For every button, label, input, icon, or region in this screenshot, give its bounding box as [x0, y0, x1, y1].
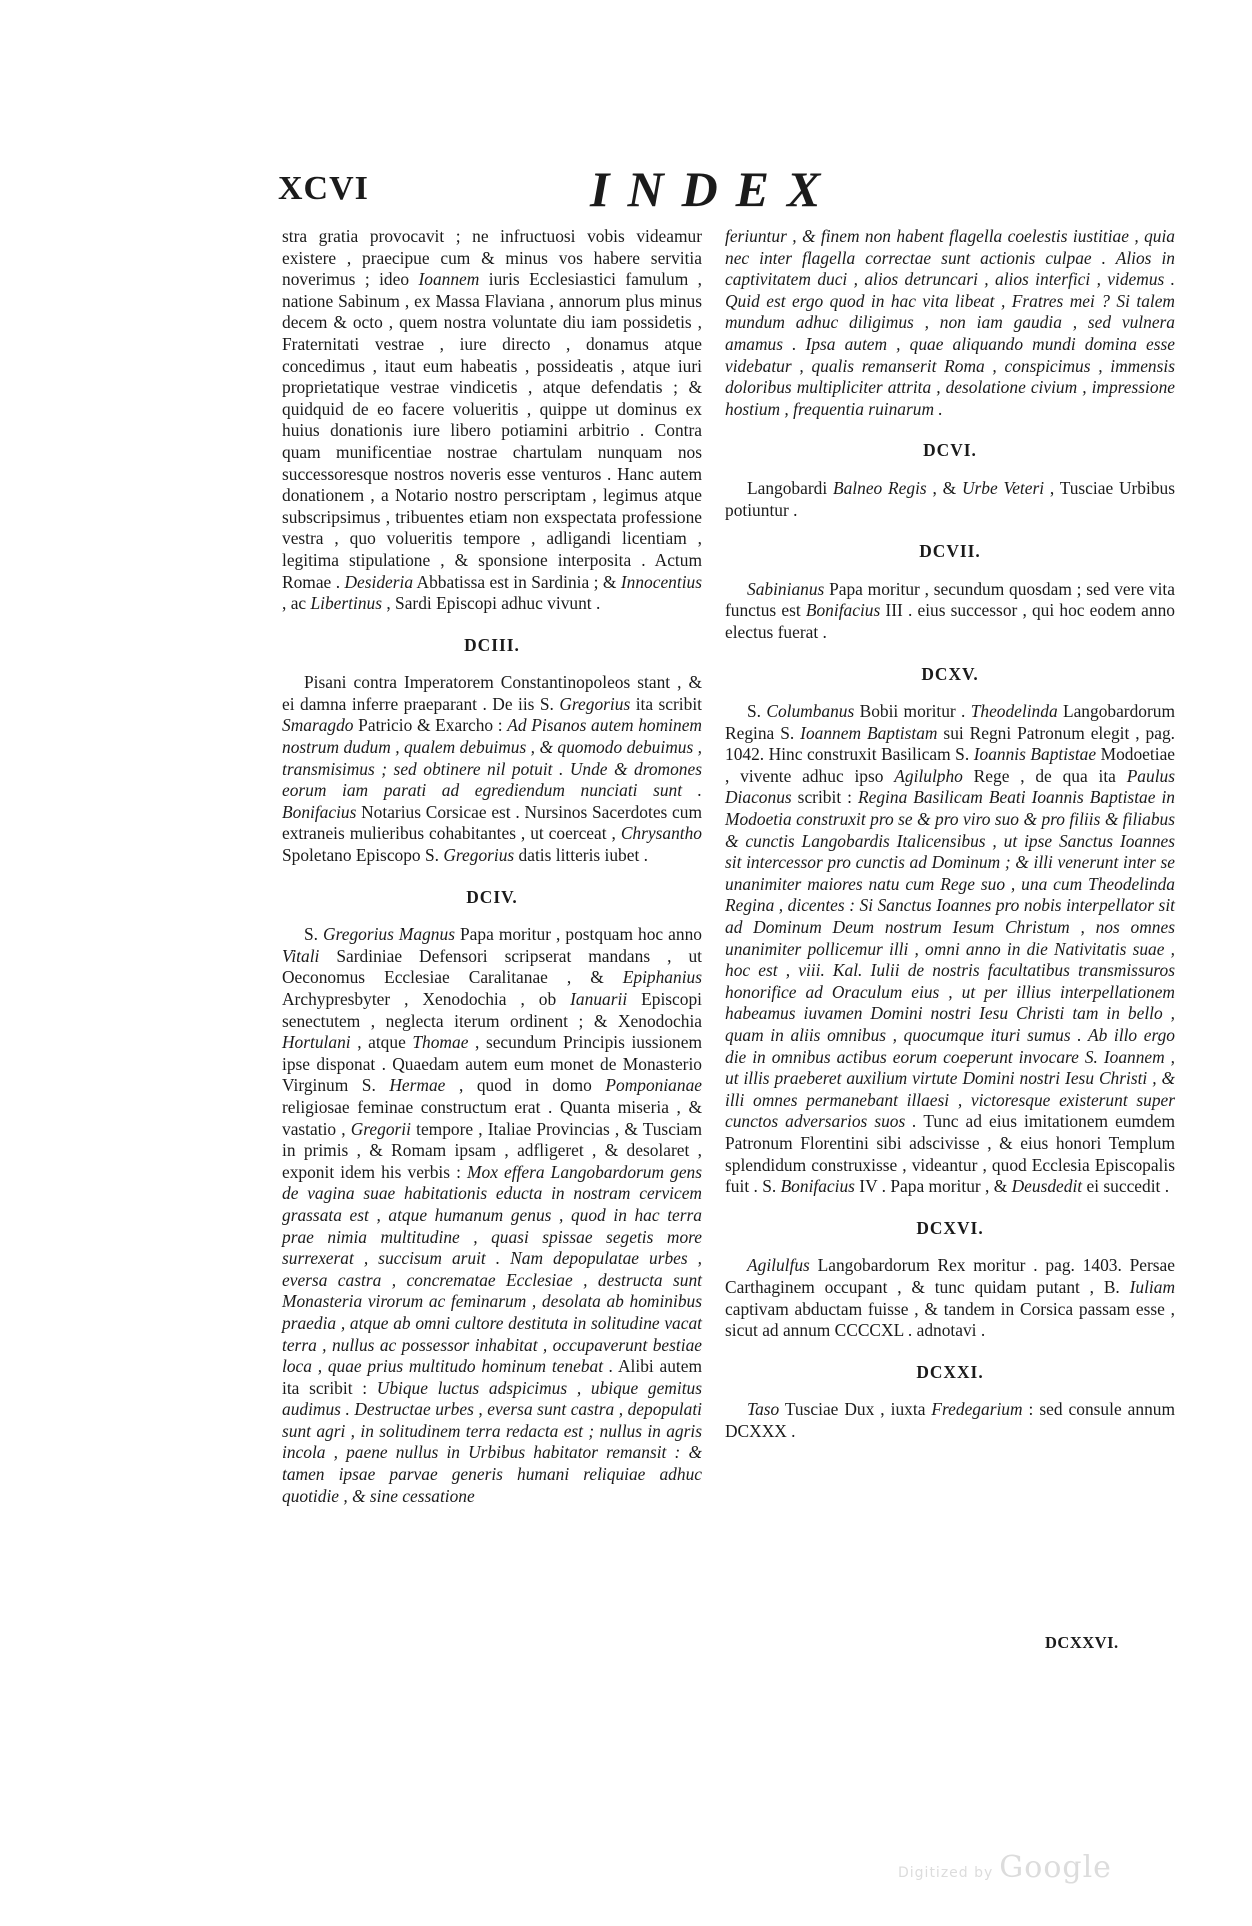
italic-run: Pomponianae [605, 1075, 702, 1096]
text-run: Bobii moritur . [854, 701, 971, 722]
text-run: tempore , Italiae Provincias , & Tusciam in primis , & Romam ipsam , adfligeret , & desolaret , exponit idem his verbis : [282, 1118, 702, 1182]
right-column [725, 226, 1175, 1453]
italic-run: Hermae [389, 1075, 446, 1096]
italic-run: Deusdedit [1011, 1176, 1083, 1197]
italic-run: Desideria [344, 571, 414, 592]
text-run: Langobardorum Regina S. [725, 701, 1176, 743]
italic-run: Innocentius [620, 571, 702, 592]
text-run: , ac [282, 593, 311, 614]
text-run: Sardiniae Defensori scripserat mandans , ut Oeconomus Ecclesiae Caralitanae , & [282, 945, 702, 988]
section-heading-dciii: DCIII. [464, 634, 520, 655]
italic-run: Columbanus [766, 701, 855, 722]
text-run: Abbatissa est in Sardinia ; & [413, 571, 621, 592]
entry-dcvi [725, 478, 1175, 521]
italic-run: Epiphanius [622, 967, 702, 988]
text-run: Pisani contra Imperatorem Constantinopoleos stant , & ei damna inferre praeparant . De iis S. [282, 672, 702, 714]
text-run: religiosae feminae constructum erat . Quanta miseria , & vastatio , [282, 1096, 702, 1139]
text-run: captivam abductam fuisse , & tandem in Corsica passam esse , sicut ad annum CCCCXL . adnotavi . [725, 1298, 1175, 1341]
section-heading-dcxxi: DCXXI. [916, 1361, 984, 1382]
catchword: DCXXVI. [1045, 1633, 1119, 1652]
italic-run: Mox effera Langobardorum gens de vagina suae habitationis educta in nostram cervicem grassata est , atque humanum genus , quod in hac terra prae nimia multitudine , quasi spissae segetis more surrexerat , succisum aruit . Nam depopulatae urbes , eversa castra , concrematae Ecclesiae , destructa sunt Monasteria virorum ac feminarum , desolata ab hominibus praedia , atque ab omni cultore destituta in solitudine vacat terra , nullus ac possessor inhabitat , occupaverunt bestiae loca , quae prius multitudo hominum tenebat . [282, 1161, 702, 1377]
italic-run: Smaragdo [282, 715, 354, 736]
italic-run: Gregorii [350, 1118, 411, 1139]
italic-run: Ad Pisanos autem hominem nostrum dudum , qualem debuimus , & quomodo debuimus , transmisimus ; sed obtinere nil potuit . Unde & dromones eorum iam parati ad egrediendum nunciati sunt . [282, 715, 702, 801]
entry-dciii [282, 672, 702, 866]
watermark-prefix: Digitized by [898, 1865, 994, 1881]
text-run: S. [304, 924, 324, 945]
text-run: scribit : [791, 787, 859, 808]
continued-quotation [725, 226, 1175, 420]
italic-run: Agilulpho [894, 765, 963, 786]
italic-run: Bonifacius [282, 801, 357, 822]
entry-dcxxi [725, 1399, 1175, 1442]
entry-dcxvi [725, 1255, 1175, 1341]
italic-run: Sabinianus [747, 578, 825, 599]
entry-dcvii [725, 579, 1175, 644]
italic-run: Paulus Diaconus [725, 765, 1175, 808]
text-run: datis litteris iubet . [514, 845, 648, 866]
text-run: , & [926, 477, 962, 498]
text-run: , Sardi Episcopi adhuc vivunt . [382, 593, 601, 614]
italic-run: Chrysantho [620, 823, 702, 844]
text-run: Tunc ad eius imitationem eumdem Patronum Florentini sibi adscivisse , & eius honori Templum splendidum construxisse , videantur , quod Ecclesia Episcopalis fuit . S. [725, 1111, 1175, 1197]
italic-run: Balneo Regis [832, 477, 927, 498]
text-run: , quod in domo [445, 1075, 606, 1096]
text-run: IV . Papa moritur , & [854, 1176, 1012, 1197]
italic-run: Ubique luctus adspicimus , ubique gemitus audimus . Destructae urbes , eversa sunt castra , depopulati sunt agri , in solitudinem terra redacta est ; nullus in agris incola , paene nullus in Urbibus habitator remansit : & tamen ipsae parvae generis humani reliquiae adhuc quotidie , & sine cessatione [282, 1377, 702, 1506]
text-run: Langobardi [747, 477, 833, 498]
text-run: III . eius successor , qui hoc eodem anno electus fuerat . [725, 600, 1175, 642]
italic-run: Ianuarii [570, 989, 628, 1009]
text-run: Tusciae Dux , iuxta [779, 1399, 932, 1420]
text-run: ita scribit [630, 693, 703, 714]
italic-run: Gregorius [559, 693, 631, 714]
section-heading-dcvi: DCVI. [923, 440, 977, 461]
text-run: , Tusciae Urbibus potiuntur . [725, 477, 1175, 520]
text-run: ei succedit . [1082, 1176, 1170, 1197]
section-heading-dcvii: DCVII. [919, 541, 981, 562]
folio-number: XCVI [278, 170, 369, 207]
italic-run: Vitali [282, 945, 320, 966]
italic-run: Ioannem Baptistam [800, 722, 938, 743]
text-run: stra gratia provocavit ; ne infructuosi vobis videamur existere , praecipue cum & minus vos habere servitia noverimus ; ideo [282, 226, 702, 290]
italic-run: Ioannem [418, 269, 480, 290]
italic-run: Hortulani [282, 1032, 351, 1053]
text-run: Rege , de qua ita [962, 765, 1127, 786]
entry-dcxv [725, 701, 1175, 1198]
italic-run: Gregorius Magnus [323, 924, 455, 945]
section-heading-dcxv: DCXV. [921, 663, 979, 684]
text-run: Langobardorum Rex moritur . pag. 1403. Persae Carthaginem occupant , & tunc quidam putant , B. [725, 1255, 1175, 1297]
text-run: Alibi autem ita scribit : [282, 1356, 702, 1398]
text-run: Notarius Corsicae est . Nursinos Sacerdotes cum extraneis mulieribus cohabitantes , ut coerceat , [282, 801, 702, 844]
continued-paragraph [282, 226, 702, 615]
italic-run: Bonifacius [780, 1176, 855, 1197]
text-run: , secundum Principis iussionem ipse disponat . Quaedam autem eum monet de Monasterio Virginum S. [282, 1032, 702, 1096]
text-run: Patricio & Exarcho : [353, 715, 508, 736]
text-run: Spoletano Episcopo S. [282, 845, 444, 866]
italic-run: feriuntur , & finem non habent flagella coelestis iustitiae , quia nec inter flagella correctae sunt actionis culpae . Alios in captivitatem duci , alios detruncari , alios interfici , videmus . Quid est ergo quod in hac vita libeat , Fratres mei ? Si talem mundum adhuc diligimus , non iam gaudia , sed vulnera amamus . Ipsa autem , quae aliquando mundi domina esse videbatur , qualis remanserit Roma , conspicimus , immensis doloribus multipliciter attrita , desolatione civium , impressione hostium , frequentia ruinarum . [725, 226, 1175, 419]
italic-run: Thomae [412, 1032, 469, 1053]
text-run: sui Regni Patronum elegit , pag. 1042. Hinc construxit Basilicam S. [725, 722, 1175, 765]
italic-run: Ioannis Baptistae [973, 744, 1097, 765]
entry-dciv [282, 924, 702, 1507]
text-run: iuris Ecclesiastici famulum , natione Sabinum , ex Massa Flaviana , annorum plus minus decem & octo , quem nostra voluntate diu iam possidetis , Fraternitati vestrae , iure directo , donamus atque concedimus , itaut eum habeatis , possideatis , atque iuri proprietatique vestrae vindicetis , atque defendatis ; & quidquid de eo facere volueritis , quippe ut dominus ex huius donationis iure libero potiamini arbitrio . Contra quam munificentiae nostrae chartulam nunquam nos successoresque nostros noveris esse venturos . Hanc autem donationem , a Notario nostro perscriptam , legimus atque subscripsimus , tribuentes etiam non exspectata professione vestra , quo volueritis tempore , adligandi licentiam , legitima stipulatione , & sponsione interposita . Actum Romae . [282, 269, 702, 592]
text-run: Papa moritur , secundum quosdam ; sed vere vita functus est [725, 578, 1175, 621]
left-column [282, 226, 702, 1517]
text-run: Episcopi senectutem , neglecta iterum ordinent ; & Xenodochia [282, 989, 702, 1031]
text-run: : sed consule annum DCXXX . [725, 1399, 1175, 1441]
text-run: Papa moritur , postquam hoc anno [454, 924, 702, 945]
text-run: , atque [350, 1032, 413, 1053]
running-title: INDEX [590, 161, 839, 217]
section-heading-dcxvi: DCXVI. [916, 1217, 984, 1238]
italic-run: Regina Basilicam Beati Ioannis Baptistae in Modoetia construxit pro se & pro viro suo & pro filiis & filiabus & cunctis Langobardis Italicensibus , ut ipse Sanctus Ioannes sit intercessor pro cunctis ad Dominum ; & illi venerunt inter se unanimiter maiores natu cum Rege suo , una cum Theodelinda Regina , dicentes : Si Sanctus Ioannes pro nobis interpellator sit ad Dominum Deum nostrum Iesum Christum , nos omnes unanimiter pollicemur illi , omni anno in die Nativitatis suae , hoc est , viii. Kal. Iulii de nostris facultatibus transmissuros honorifice ad Oraculum eius , ut per illius interpellationem habeamus iuvamen Domini nostri Iesu Christi tam in bello , quam in aliis omnibus , quocumque ituri sumus . Ab illo ergo die in omnibus actibus eorum coeperunt invocare S. Ioannem , ut illis praeberet auxilium virtute Domini nostri Iesu Christi , & illi omnes permanebant illaesi , victoresque existerunt super cunctos adversarios suos . [725, 787, 1175, 1132]
text-run: S. [747, 701, 767, 722]
text-run: Archypresbyter , Xenodochia , ob [282, 989, 571, 1009]
italic-run: Taso [747, 1399, 780, 1420]
italic-run: Fredegarium [931, 1399, 1023, 1420]
watermark-brand: Google [999, 1850, 1112, 1885]
section-heading-dciv: DCIV. [466, 886, 518, 907]
text-run: Modoetiae , vivente adhuc ipso [725, 744, 1176, 786]
italic-run: Gregorius [443, 845, 515, 866]
italic-run: Bonifacius [805, 600, 881, 621]
italic-run: Theodelinda [970, 701, 1058, 722]
italic-run: Urbe Veteri [961, 477, 1045, 498]
italic-run: Libertinus [310, 593, 382, 614]
italic-run: Iuliam [1129, 1276, 1175, 1297]
italic-run: Agilulfus [747, 1255, 810, 1276]
digitization-watermark [898, 1850, 1112, 1885]
